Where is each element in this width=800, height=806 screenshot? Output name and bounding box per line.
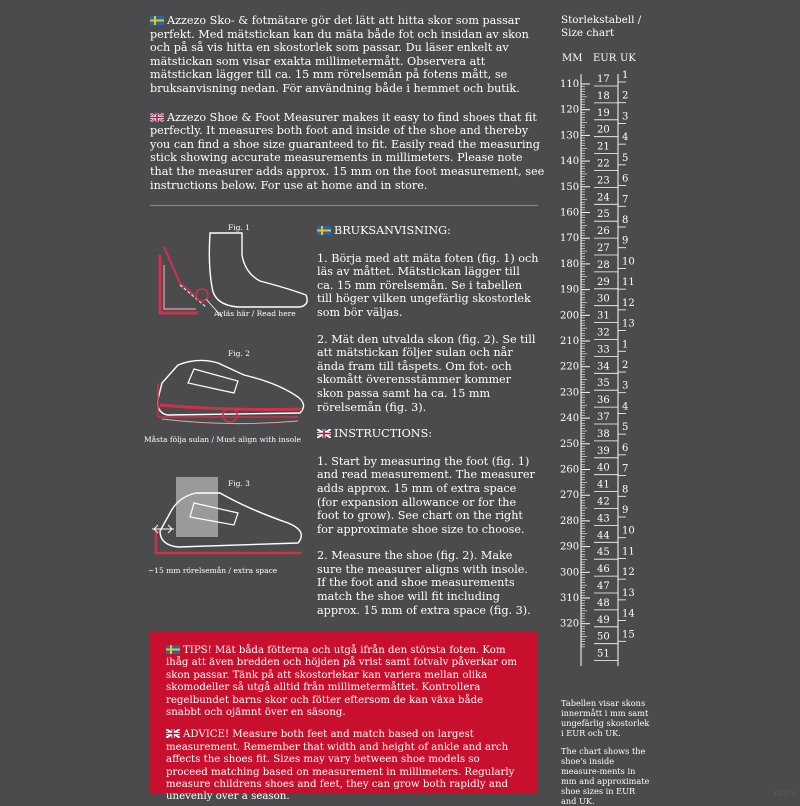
eur-size-label: 51	[597, 648, 610, 660]
mm-tick-label: 270	[560, 490, 580, 502]
uk-size-label: 10	[622, 256, 635, 268]
swedish-flag-icon	[166, 645, 180, 654]
mm-tick-label: 300	[560, 567, 580, 579]
english-step-2: 2. Measure the shoe (fig. 2). Make sure the measurer aligns with insole. If the foot and shoe measurements match the shoe will fit including approx. 15 mm of extra space (fig. 3).	[317, 549, 531, 617]
uk-size-label: 7	[622, 463, 629, 475]
eur-size-label: 34	[597, 361, 610, 373]
mm-tick-label: 320	[560, 618, 580, 630]
eur-size-label: 40	[597, 462, 610, 474]
tips-english: ADVICE! Measure both feet and match based on largest measurement. Remember that width and height of ankle and arch affects the shoes fit. Sizes may vary between shoe models so proceed matching based on measurement in millimeters. Regularly measure childrens shoes and feet, they can grow both rapidly and unevenly over a season.	[166, 729, 515, 803]
figures-column	[140, 215, 310, 595]
uk-size-label: 9	[622, 235, 629, 247]
mm-tick-label: 190	[560, 284, 580, 296]
eur-size-label: 39	[597, 445, 610, 457]
watermark: ID376	[774, 790, 796, 798]
eur-size-label: 25	[597, 209, 610, 221]
eur-size-label: 32	[597, 327, 610, 339]
eur-size-label: 41	[597, 479, 610, 491]
mm-tick-label: 250	[560, 438, 580, 450]
instructions-section	[317, 224, 539, 630]
english-instructions-heading: INSTRUCTIONS:	[317, 427, 539, 441]
eur-size-label: 37	[597, 412, 610, 423]
uk-size-label: 1	[622, 70, 629, 81]
mm-tick-label: 290	[560, 541, 580, 553]
fig1-foot-measure-illustration	[150, 225, 315, 320]
uk-flag-icon	[317, 429, 331, 438]
uk-size-label: 5	[622, 422, 629, 434]
mm-tick-label: 160	[560, 207, 580, 219]
uk-size-label: 6	[622, 173, 629, 185]
mm-tick-label: 150	[560, 181, 580, 193]
uk-size-label: 8	[622, 484, 629, 496]
tips-swedish: TIPS! Mät båda fötterna och utgå ifrån den största foten. Kom ihåg att även bredden och höjden på vrist samt fotvalv påverkar om skon passar. Tänk på att skostorlekar kan variera mellan olika skomodeller så utgå alltid från millimetermåttet. Kontrollera regelbundet barns skor och fötter eftersom de kan växa både snabbt och ojämnt över en säsong.	[166, 645, 517, 719]
uk-size-label: 3	[622, 380, 629, 392]
uk-size-label: 1	[622, 339, 629, 351]
uk-size-label: 15	[622, 629, 635, 641]
eur-size-label: 20	[597, 124, 610, 136]
eur-size-label: 33	[597, 344, 610, 356]
fig2-label: Fig. 2	[228, 349, 250, 358]
uk-size-label: 13	[622, 318, 635, 330]
mm-tick-label: 310	[560, 593, 580, 604]
fig2-caption: Måsta följa sulan / Must align with insole	[144, 435, 301, 444]
swedish-step-1: 1. Börja med att mäta foten (fig. 1) och läs av måttet. Mätstickan lägger till ca. 15 mm rörelsemån. Se i tabellen till höger vilken ungefärlig skostorlek som bör väljas.	[317, 251, 539, 319]
uk-flag-icon	[150, 113, 164, 122]
eur-size-label: 47	[597, 581, 610, 592]
uk-column-header: UK	[620, 53, 636, 64]
uk-size-label: 11	[622, 546, 635, 558]
eur-size-label: 49	[597, 614, 610, 626]
tips-box	[149, 632, 538, 803]
uk-flag-icon	[166, 729, 180, 738]
uk-size-label: 4	[622, 401, 629, 413]
size-chart-note-swedish: Tabellen visar skons innermått i mm samt ungefärlig skostorlek i EUR och UK.	[561, 698, 650, 738]
eur-size-label: 29	[597, 276, 610, 288]
intro-section	[150, 14, 545, 207]
mm-tick-label: 240	[560, 413, 580, 425]
mm-tick-label: 110	[560, 79, 580, 90]
uk-size-label: 9	[622, 505, 629, 516]
uk-size-label: 6	[622, 442, 629, 454]
mm-tick-label: 180	[560, 258, 580, 270]
fig1-caption: Avläs här / Read here	[214, 309, 296, 318]
eur-size-label: 45	[597, 547, 610, 559]
uk-size-label: 8	[622, 215, 629, 226]
mm-tick-label: 230	[560, 387, 580, 399]
eur-size-label: 35	[597, 378, 610, 390]
eur-size-label: 27	[597, 243, 610, 254]
english-step-1: 1. Start by measuring the foot (fig. 1) and read measurement. The measurer adds approx. 15 mm of extra space (for expansion allowance or for the foot to grow). See chart on the right for approximate shoe size to choose.	[317, 454, 535, 536]
swedish-flag-icon	[150, 16, 164, 25]
size-chart-ruler	[560, 66, 640, 686]
mm-tick-label: 140	[560, 156, 580, 168]
fig2-shoe-measure-illustration	[148, 353, 313, 433]
section-divider	[150, 205, 538, 206]
eur-size-label: 17	[597, 74, 610, 85]
eur-size-label: 31	[597, 310, 610, 322]
eur-size-label: 22	[597, 158, 610, 170]
uk-size-label: 2	[622, 360, 629, 371]
eur-size-label: 44	[597, 530, 610, 542]
mm-column-header: MM	[562, 53, 583, 64]
uk-size-label: 5	[622, 152, 629, 164]
uk-size-label: 4	[622, 132, 629, 144]
mm-tick-label: 210	[560, 336, 580, 347]
fig3-extra-space-illustration	[148, 473, 313, 565]
eur-size-label: 48	[597, 597, 610, 609]
eur-size-label: 19	[597, 107, 610, 119]
mm-tick-label: 220	[560, 361, 580, 373]
uk-size-label: 12	[622, 297, 635, 309]
uk-size-label: 13	[622, 587, 635, 599]
eur-size-label: 46	[597, 564, 610, 576]
mm-tick-label: 260	[560, 464, 580, 476]
eur-size-label: 18	[597, 90, 610, 102]
mm-tick-label: 170	[560, 233, 580, 245]
eur-size-label: 38	[597, 428, 610, 440]
eur-size-label: 21	[597, 141, 610, 153]
size-chart-note-english: The chart shows the shoe's inside measure-ments in mm and approximate shoe sizes in EUR and UK.	[561, 746, 650, 806]
eur-size-label: 28	[597, 259, 610, 271]
swedish-flag-icon	[317, 226, 331, 235]
uk-size-label: 12	[622, 567, 635, 579]
intro-swedish: Azzezo Sko- & fotmätare gör det lätt att hitta skor som passar perfekt. Med mätstickan kan du mäta både fot och insidan av skon och på så vis hitta en skostorlek som passar. Du läser enkelt av mätstickan som visar exakta millimetermått. Observera att mätstickan lägger till ca. 15 mm rörelsemån på fotens mått, se bruksanvisning nedan. För användning både i hemmet och butik.	[150, 14, 529, 95]
uk-size-label: 3	[622, 111, 629, 123]
mm-tick-label: 130	[560, 130, 580, 142]
fig1-label: Fig. 1	[228, 223, 250, 232]
uk-size-label: 7	[622, 194, 629, 206]
fig3-label: Fig. 3	[228, 479, 250, 488]
mm-tick-label: 120	[560, 104, 580, 116]
eur-size-label: 23	[597, 175, 610, 187]
eur-size-label: 36	[597, 395, 610, 407]
swedish-step-2: 2. Mät den utvalda skon (fig. 2). Se till att mätstickan följer sulan och når ända fram till tåspets. Om fot- och skomått överensstämmer kommer skon passa samt ha ca. 15 mm rörelsemån (fig. 3).	[317, 332, 536, 414]
eur-size-label: 43	[597, 513, 610, 525]
mm-tick-label: 200	[560, 310, 580, 322]
eur-size-label: 30	[597, 293, 610, 305]
fig3-caption: ~15 mm rörelsemån / extra space	[148, 566, 278, 575]
eur-column-header: EUR	[593, 53, 617, 64]
eur-size-label: 24	[597, 192, 610, 204]
uk-size-label: 2	[622, 90, 629, 102]
uk-size-label: 11	[622, 277, 635, 289]
eur-size-label: 42	[597, 496, 610, 508]
mm-tick-label: 280	[560, 515, 580, 527]
size-chart-title: Storlekstabell / Size chart	[561, 14, 642, 39]
eur-size-label: 50	[597, 631, 610, 643]
uk-size-label: 14	[622, 608, 635, 620]
swedish-instructions-heading: BRUKSANVISNING:	[317, 224, 539, 238]
uk-size-label: 10	[622, 525, 635, 537]
intro-english: Azzezo Shoe & Foot Measurer makes it easy to find shoes that fit perfectly. It measures both foot and inside of the shoe and thereby you can find a shoe size guaranteed to fit. Easily read the measuring stick showing accurate measurements in millimeters. Please note that the measurer adds approx. 15 mm on the foot measurement, see instructions below. For use at home and in store.	[150, 110, 545, 192]
eur-size-label: 26	[597, 226, 610, 238]
